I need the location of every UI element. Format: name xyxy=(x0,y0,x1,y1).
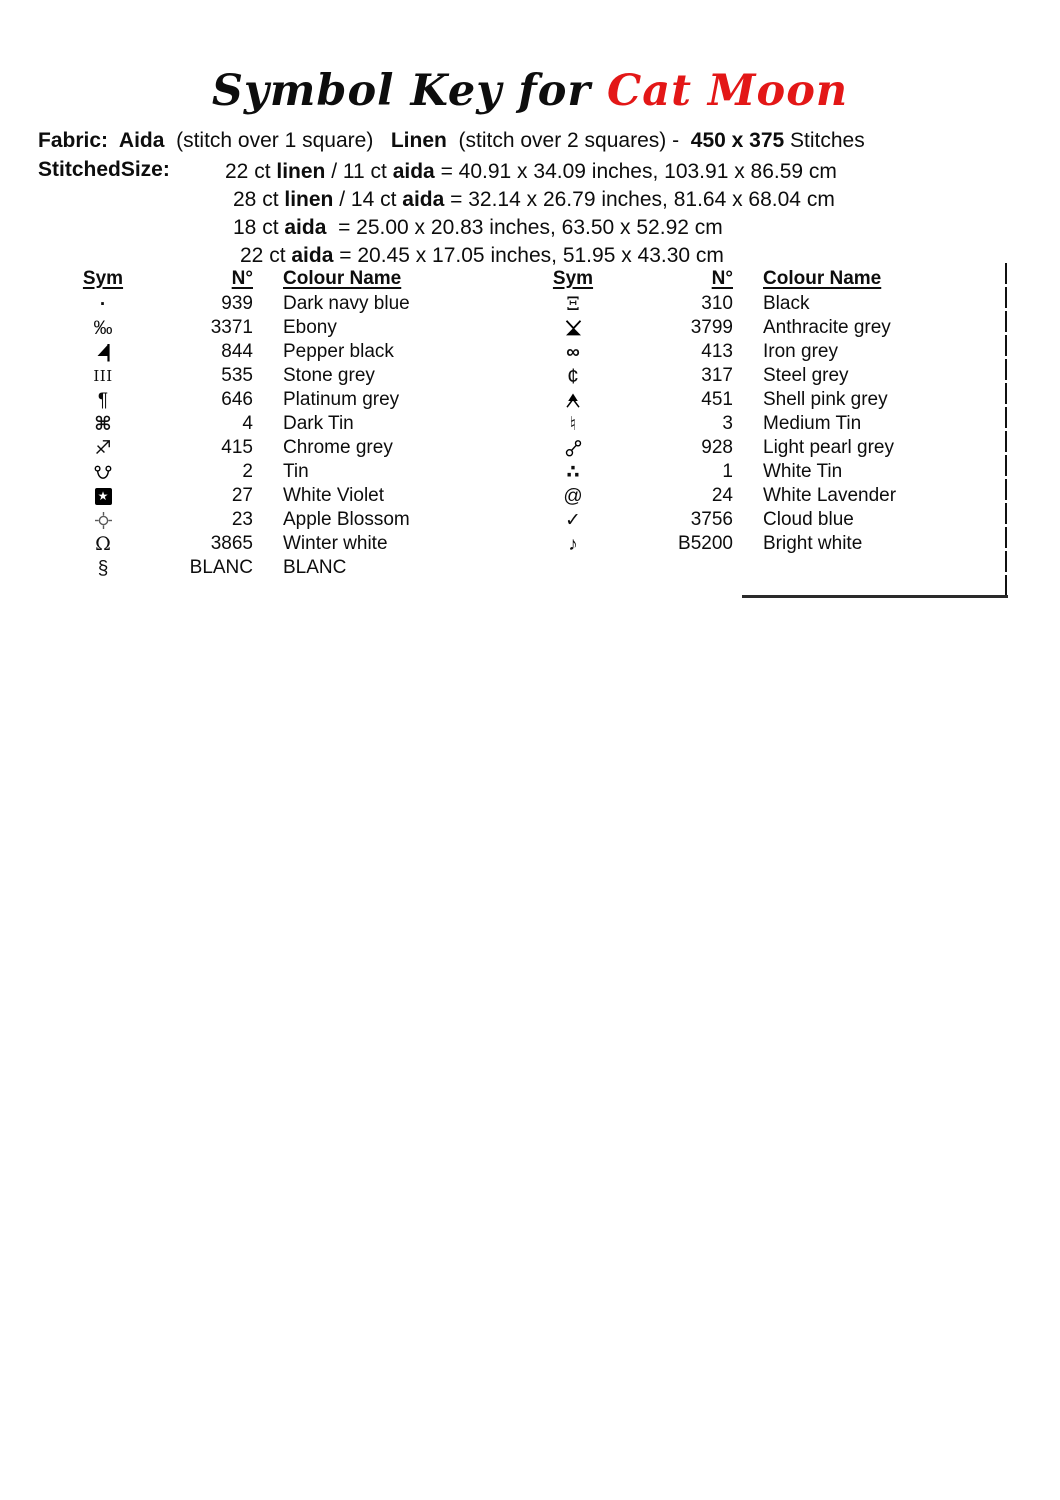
column-header-number: N° xyxy=(231,267,253,289)
key-row xyxy=(528,340,973,364)
dot-icon: · xyxy=(99,293,107,315)
symbol-key-table-right xyxy=(528,265,973,556)
colour-name: Dark Tin xyxy=(283,413,354,434)
key-row xyxy=(528,436,973,460)
colour-name: Cloud blue xyxy=(763,509,854,530)
colour-name: Chrome grey xyxy=(283,437,393,458)
thread-number: 3799 xyxy=(690,317,733,338)
key-row xyxy=(58,436,503,460)
eighth-note-icon: ♪ xyxy=(568,533,578,555)
stitched-size-line-segment: = 32.14 x 26.79 inches, 81.64 x 68.04 cm xyxy=(444,188,835,211)
stitched-size-line-segment: = 20.45 x 17.05 inches, 51.95 x 43.30 cm xyxy=(333,244,724,267)
key-row xyxy=(58,316,503,340)
stitched-size-line-segment: linen xyxy=(284,188,334,211)
colour-name: Anthracite grey xyxy=(763,317,891,338)
thread-number: 3865 xyxy=(210,533,253,554)
stitched-size-line-segment: = 40.91 x 34.09 inches, 103.91 x 86.59 cm xyxy=(434,160,837,183)
colour-name: Ebony xyxy=(283,317,337,338)
colour-name: Stone grey xyxy=(283,365,375,386)
fabric-info-segment: 450 x 375 xyxy=(690,129,785,152)
key-row xyxy=(528,460,973,484)
colour-name: Black xyxy=(763,293,810,314)
stitched-size-line-segment: linen xyxy=(276,160,326,183)
arrowhead-with-legs-icon xyxy=(528,388,618,412)
key-row xyxy=(528,388,973,412)
fabric-info-segment: (stitch over 2 squares) - xyxy=(446,129,691,152)
stitched-size-line-segment: 22 ct xyxy=(240,244,292,267)
colour-name: Pepper black xyxy=(283,341,394,362)
page-title xyxy=(0,66,1060,116)
colour-name: Apple Blossom xyxy=(283,509,410,530)
thread-number: BLANC xyxy=(189,557,253,578)
pilcrow-icon: ¶ xyxy=(97,389,109,411)
colour-name: Platinum grey xyxy=(283,389,400,410)
stitched-size-line xyxy=(225,158,837,186)
column-header-sym: Sym xyxy=(552,267,594,289)
key-row xyxy=(58,460,503,484)
thread-number: 844 xyxy=(221,341,253,362)
key-row xyxy=(58,292,503,316)
fabric-info-segment: Fabric: Aida xyxy=(38,129,165,152)
key-row xyxy=(58,556,503,580)
thread-number: 3371 xyxy=(210,317,253,338)
sagittarius-arrow-icon: ♐ xyxy=(94,437,112,459)
key-table-header-row xyxy=(58,265,503,292)
horns-with-rings-icon xyxy=(58,460,148,484)
colour-name: Steel grey xyxy=(763,365,849,386)
stitched-size-line-segment: / 11 ct xyxy=(325,160,393,183)
key-table-header-row xyxy=(528,265,973,292)
fabric-info-segment: Stitches xyxy=(784,129,865,152)
column-header-number: N° xyxy=(711,267,733,289)
stitched-size-line-segment: aida xyxy=(284,216,327,239)
stitched-size-line xyxy=(225,186,837,214)
omega-icon: Ω xyxy=(95,532,111,555)
roman-three-icon: III xyxy=(93,366,113,385)
key-row xyxy=(58,340,503,364)
section-sign-icon: § xyxy=(97,557,109,579)
xi-icon: Ξ xyxy=(566,292,580,315)
thread-number: 317 xyxy=(701,365,733,386)
thread-number: 23 xyxy=(231,509,253,530)
stitched-size-line-segment: aida xyxy=(402,188,445,211)
stitched-size-line-segment: / 14 ct xyxy=(333,188,403,211)
key-row xyxy=(58,388,503,412)
key-row xyxy=(528,508,973,532)
crosshair-target-icon xyxy=(58,508,148,532)
thread-number: B5200 xyxy=(678,533,733,554)
colour-name: Shell pink grey xyxy=(763,389,888,410)
natural-sign-icon: ♮ xyxy=(569,413,577,435)
thread-number: 928 xyxy=(701,437,733,458)
thread-number: 2 xyxy=(242,461,253,482)
key-row xyxy=(528,316,973,340)
key-row xyxy=(528,532,973,556)
key-row xyxy=(528,484,973,508)
thread-number: 415 xyxy=(221,437,253,458)
colour-name: Light pearl grey xyxy=(763,437,894,458)
key-row xyxy=(528,364,973,388)
colour-name: Bright white xyxy=(763,533,863,554)
cent-sign-icon: ¢ xyxy=(567,364,579,388)
title-pattern-name: Cat Moon xyxy=(607,66,849,116)
star-in-square-icon xyxy=(58,484,148,508)
colour-name: White Lavender xyxy=(763,485,897,506)
stitched-size-line-segment: = 25.00 x 20.83 inches, 63.50 x 52.92 cm xyxy=(326,216,723,239)
linked-circles-icon xyxy=(528,436,618,460)
colour-name: Tin xyxy=(283,461,309,482)
thread-number: 1 xyxy=(722,461,733,482)
symbol-key-table-left xyxy=(58,265,503,580)
fabric-info-line xyxy=(38,129,865,153)
colour-name: White Violet xyxy=(283,485,385,506)
thread-number: 310 xyxy=(701,293,733,314)
thread-number: 646 xyxy=(221,389,253,410)
stitched-size-line-segment: 18 ct xyxy=(233,216,285,239)
stitched-size-line-segment: aida xyxy=(392,160,435,183)
stitched-size-line-segment: aida xyxy=(291,244,334,267)
thread-number: 27 xyxy=(231,485,253,506)
column-header-colour-name: Colour Name xyxy=(763,267,882,289)
stitched-size-line xyxy=(225,214,837,242)
thread-number: 4 xyxy=(242,413,253,434)
colour-name: Winter white xyxy=(283,533,388,554)
thread-number: 939 xyxy=(221,293,253,314)
key-row xyxy=(58,532,503,556)
key-row xyxy=(58,508,503,532)
thread-number: 24 xyxy=(711,485,733,506)
key-row xyxy=(58,412,503,436)
star-in-square-glyph: ★ xyxy=(95,488,112,505)
fabric-info-segment: Linen xyxy=(390,129,447,152)
table-border-bottom xyxy=(742,595,1008,598)
infinity-icon: ∞ xyxy=(566,341,580,363)
fabric-info-segment: (stitch over 1 square) xyxy=(164,129,391,152)
thread-number: 3 xyxy=(722,413,733,434)
thread-number: 451 xyxy=(701,389,733,410)
key-row xyxy=(58,364,503,388)
mirrored-four-icon xyxy=(58,340,148,364)
column-header-sym: Sym xyxy=(82,267,124,289)
colour-name: Iron grey xyxy=(763,341,838,362)
column-header-colour-name: Colour Name xyxy=(283,267,402,289)
thread-number: 3756 xyxy=(690,509,733,530)
stitched-size-label: StitchedSize: xyxy=(38,158,170,181)
check-mark-icon: ✓ xyxy=(565,509,581,531)
key-row xyxy=(528,292,973,316)
at-sign-icon: @ xyxy=(563,485,583,507)
therefore-dots-icon: ∴ xyxy=(566,461,580,483)
colour-name: Dark navy blue xyxy=(283,293,410,314)
colour-name: Medium Tin xyxy=(763,413,862,434)
colour-name: White Tin xyxy=(763,461,843,482)
key-row xyxy=(58,484,503,508)
stitched-size-line-segment: 22 ct xyxy=(225,160,277,183)
colour-name: BLANC xyxy=(283,557,347,578)
thread-number: 413 xyxy=(701,341,733,362)
key-row xyxy=(528,412,973,436)
stitched-size-lines xyxy=(225,158,837,270)
table-border-right xyxy=(1005,263,1007,597)
hourglass-bottom-filled-icon xyxy=(528,316,618,340)
stitched-size-line-segment: 28 ct xyxy=(233,188,285,211)
thread-number: 535 xyxy=(221,365,253,386)
title-prefix: Symbol Key for xyxy=(211,66,607,116)
per-mille-icon: ‰ xyxy=(93,317,113,339)
command-sign-icon: ⌘ xyxy=(94,413,112,435)
